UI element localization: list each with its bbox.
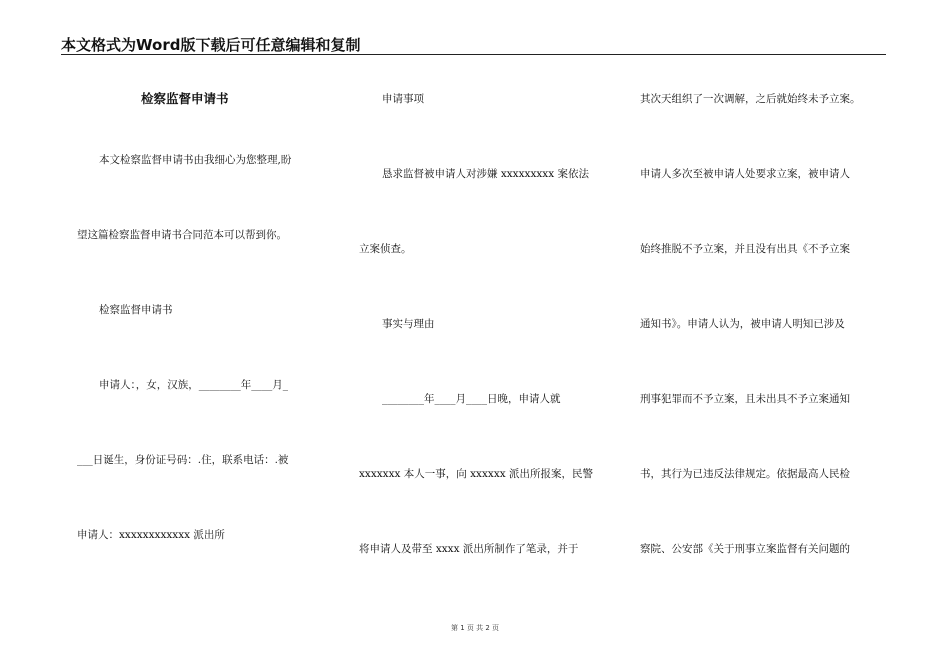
paragraph-line: 恳求监督被申请人对涉嫌 xxxxxxxxx 案依法 xyxy=(382,168,589,180)
paragraph-line: 本文检察监督申请书由我细心为您整理,盼 xyxy=(99,154,292,166)
paragraph-line: 通知书》。申请人认为，被申请人明知已涉及 xyxy=(640,318,845,330)
paragraph-line: 立案侦查。 xyxy=(359,243,412,255)
paragraph-line: 申请人：，女，汉族，________年____月_ xyxy=(99,379,288,391)
header-title: 本文格式为Word版下载后可任意编辑和复制 xyxy=(61,36,361,54)
page-footer: 第 1 页 共 2 页 xyxy=(450,624,500,632)
paragraph-line: 申请事项 xyxy=(382,93,424,105)
paragraph-line: 其次天组织了一次调解，之后就始终未予立案。 xyxy=(640,93,861,105)
paragraph-line: 望这篇检察监督申请书合同范本可以帮到你。 xyxy=(77,229,287,241)
paragraph-line: xxxxxxx 本人一事，向 xxxxxx 派出所报案，民警 xyxy=(359,468,593,480)
paragraph-line: 事实与理由 xyxy=(382,318,435,330)
document-title: 检察监督申请书 xyxy=(141,91,229,106)
paragraph-line: 察院、公安部《关于刑事立案监督有关问题的 xyxy=(640,543,850,555)
paragraph-line: ________年____月____日晚，申请人就 xyxy=(382,393,561,405)
paragraph-line: 检察监督申请书 xyxy=(99,304,173,316)
paragraph-line: 申请人：xxxxxxxxxxxx 派出所 xyxy=(77,529,225,541)
paragraph-line: 书，其行为已违反法律规定。依据最高人民检 xyxy=(640,468,850,480)
paragraph-line: 申请人多次至被申请人处要求立案，被申请人 xyxy=(640,168,850,180)
paragraph-line: 始终推脱不予立案，并且没有出具《不予立案 xyxy=(640,243,850,255)
paragraph-line: ___日诞生，身份证号码：.住，联系电话：.被 xyxy=(77,454,289,466)
paragraph-line: 将申请人及带至 xxxx 派出所制作了笔录，并于 xyxy=(359,543,579,555)
header-divider xyxy=(61,54,886,55)
paragraph-line: 刑事犯罪而不予立案，且未出具不予立案通知 xyxy=(640,393,850,405)
